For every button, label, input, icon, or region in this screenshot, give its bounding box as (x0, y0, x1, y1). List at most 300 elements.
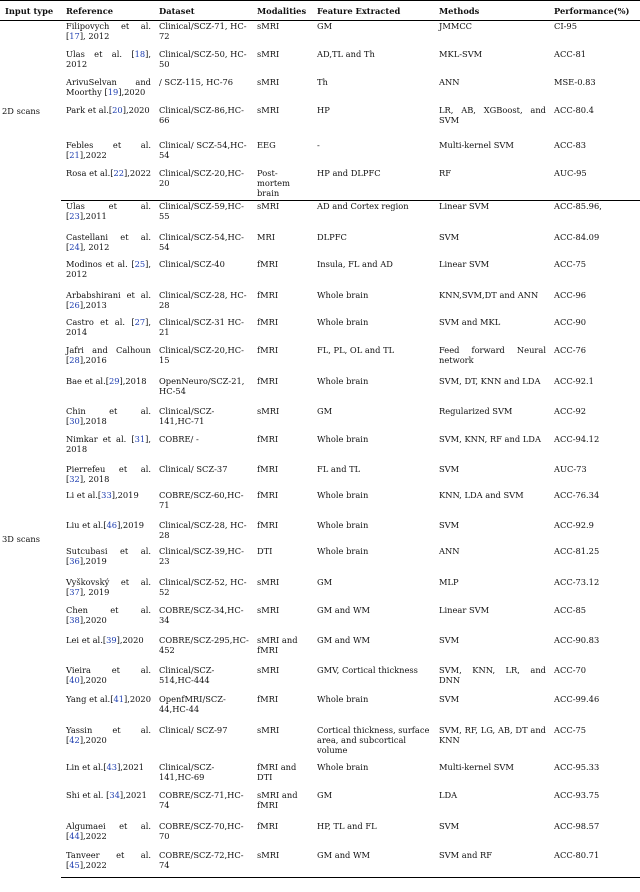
citation-link[interactable]: 21 (69, 149, 80, 160)
modality-cell: sMRI (257, 48, 280, 59)
feature-cell: Whole brain (317, 489, 369, 500)
table-row (0, 694, 640, 725)
reference-cell (61, 665, 154, 694)
table-row (0, 77, 640, 105)
method-cell: SVM, DT, KNN and LDA (439, 375, 541, 386)
citation-link[interactable]: 37 (69, 586, 80, 597)
method-cell: MKL-SVM (439, 48, 483, 59)
table-row (0, 605, 640, 635)
modality-cell: MRI (257, 231, 276, 242)
dataset-cell: Clinical/ SCZ-54,HC-54 (159, 139, 247, 160)
table-row (0, 168, 640, 201)
feature-cell: HP and DLPFC (312, 168, 434, 201)
feature-cell: GM (317, 789, 333, 800)
feature-cell: - (317, 139, 320, 150)
table-row (0, 317, 640, 345)
reference-author: Nimkar et al. [ (66, 433, 135, 444)
method-cell: Linear SVM (439, 258, 490, 269)
modality-cell: fMRI (257, 463, 279, 474)
table-row (0, 376, 640, 406)
reference-cell (61, 850, 154, 878)
modality-cell: fMRI (257, 693, 279, 704)
dataset-cell: OpenfMRI/SCZ-44,HC-44 (159, 693, 226, 714)
table-row (0, 850, 640, 878)
performance-cell: AUC-73 (554, 463, 587, 474)
performance-cell: ACC-99.46 (554, 693, 600, 704)
performance-cell: ACC-76.34 (554, 489, 600, 500)
citation-link[interactable]: 45 (69, 859, 80, 870)
performance-cell: AUC-95 (549, 168, 640, 201)
reference-year: ], 2012 (66, 48, 151, 69)
performance-cell: ACC-95.33 (554, 761, 600, 772)
reference-cell (61, 790, 154, 821)
reference-cell (61, 317, 154, 345)
citation-link[interactable]: 31 (134, 433, 146, 444)
modality-cell: sMRI (252, 850, 312, 878)
modality-cell: fMRI and DTI (257, 761, 297, 782)
reference-year: ],2022 (79, 859, 107, 870)
performance-cell: ACC-85.96, (554, 201, 602, 211)
method-cell: MLP (439, 576, 459, 587)
reference-cell (61, 434, 154, 464)
method-cell: RF (434, 168, 549, 201)
modality-cell: sMRI and fMRI (257, 789, 298, 810)
dataset-cell: COBRE/SCZ-72,HC-74 (154, 850, 252, 878)
feature-cell: Whole brain (317, 693, 369, 704)
input-type-cell: 3D scans (2, 534, 41, 544)
dataset-cell: Clinical/SCZ-52, HC-52 (159, 576, 247, 597)
modality-cell: sMRI (257, 104, 280, 115)
reference-year: ], 2012 (66, 258, 151, 279)
performance-cell: ACC-84.09 (554, 231, 600, 242)
dataset-cell: Clinical/SCZ-28, HC-28 (159, 289, 247, 310)
performance-cell: ACC-80.4 (554, 104, 594, 115)
method-cell: Linear SVM (439, 604, 490, 615)
dataset-cell: Clinical/ SCZ-97 (159, 724, 228, 735)
table-row (0, 635, 640, 665)
feature-cell: GM (317, 21, 333, 31)
method-cell: SVM (439, 693, 460, 704)
citation-link[interactable]: 36 (69, 555, 80, 566)
feature-cell: GM and WM (312, 850, 434, 878)
table-row (0, 725, 640, 762)
modality-cell: sMRI and fMRI (257, 634, 298, 655)
dataset-cell: COBRE/SCZ-34,HC-34 (159, 604, 244, 625)
citation-link[interactable]: 44 (69, 830, 80, 841)
reference-author: Castro et al. [ (66, 316, 135, 327)
table-row (0, 434, 640, 464)
reference-author: Ulas et al. [ (66, 48, 135, 59)
reference-cell (61, 168, 154, 201)
reference-year: ],2020 (79, 614, 107, 625)
table-row (0, 665, 640, 694)
reference-cell (61, 77, 154, 105)
dataset-cell: Clinical/SCZ-86,HC-66 (159, 104, 244, 125)
feature-cell: AD and Cortex region (317, 201, 409, 211)
citation-link[interactable]: 29 (108, 375, 120, 386)
performance-cell: ACC-93.75 (554, 789, 600, 800)
method-cell: JMMCC (439, 21, 473, 31)
method-cell: SVM (439, 634, 460, 645)
method-cell: SVM (439, 820, 460, 831)
feature-cell: Whole brain (317, 316, 369, 327)
reference-year: ],2013 (79, 299, 107, 310)
feature-cell: GM (317, 576, 333, 587)
modality-cell: fMRI (257, 289, 279, 300)
method-cell: SVM and RF (434, 850, 549, 878)
feature-cell: GM (317, 405, 333, 416)
performance-cell: ACC-81.25 (554, 545, 600, 556)
method-cell: SVM (439, 519, 460, 530)
reference-cell (61, 464, 154, 490)
feature-cell: Whole brain (317, 289, 369, 300)
reference-year: ],2011 (79, 211, 107, 221)
table-row (0, 21, 640, 49)
method-cell: SVM, RF, LG, AB, DT and KNN (439, 724, 546, 745)
feature-cell: HP, TL and FL (317, 820, 377, 831)
header-methods: Methods (434, 1, 549, 21)
reference-author: Febles et al.[ (66, 139, 151, 160)
reference-cell (61, 259, 154, 290)
reference-cell (61, 821, 154, 850)
reference-cell (61, 201, 154, 232)
reference-cell (61, 635, 154, 665)
method-cell: KNN, LDA and SVM (439, 489, 524, 500)
reference-author: Bae et al.[ (66, 375, 109, 386)
reference-year: ],2021 (119, 789, 147, 800)
dataset-cell: COBRE/SCZ-295,HC-452 (159, 634, 249, 655)
dataset-cell: Clinical/SCZ-59,HC-55 (159, 201, 244, 221)
citation-link[interactable]: 30 (69, 415, 80, 426)
reference-year: ], 2019 (79, 586, 110, 597)
reference-year: ], 2012 (79, 31, 110, 41)
method-cell: Regularized SVM (439, 405, 513, 416)
performance-cell: ACC-90.83 (554, 634, 600, 645)
reference-year: ],2020 (79, 734, 107, 745)
reference-year: ],2021 (117, 761, 145, 772)
reference-year: ],2020 (122, 104, 150, 115)
reference-author: Tanveer et al.[ (66, 849, 151, 870)
dataset-cell: Clinical/SCZ-40 (159, 258, 225, 269)
reference-year: ],2020 (116, 634, 144, 645)
modality-cell: DTI (257, 545, 273, 556)
reference-cell (61, 694, 154, 725)
dataset-cell: Clinical/SCZ-141,HC-71 (159, 405, 215, 426)
citation-link[interactable]: 28 (69, 354, 80, 365)
method-cell: SVM and MKL (439, 316, 501, 327)
performance-cell: ACC-70 (554, 664, 587, 675)
dataset-cell: OpenNeuro/SCZ-21, HC-54 (159, 375, 245, 396)
modality-cell: Post-mortem brain (252, 168, 312, 201)
feature-cell: HP (317, 104, 330, 115)
feature-cell: Whole brain (317, 433, 369, 444)
citation-link[interactable]: 32 (69, 473, 80, 484)
table-row (0, 790, 640, 821)
method-cell: LDA (439, 789, 458, 800)
reference-year: ],2019 (117, 519, 145, 530)
reference-cell (61, 762, 154, 790)
reference-author: Sutcubasi et al.[ (66, 545, 151, 566)
feature-cell: AD,TL and Th (317, 48, 375, 59)
modality-cell: fMRI (257, 519, 279, 530)
reference-author: Castellani et al. [ (66, 231, 151, 252)
dataset-cell: COBRE/SCZ-70,HC-70 (159, 820, 244, 841)
performance-cell: ACC-81 (554, 48, 587, 59)
performance-cell: ACC-90 (554, 316, 587, 327)
table-body (0, 21, 640, 878)
modality-cell: fMRI (257, 316, 279, 327)
method-cell: Multi-kernel SVM (439, 761, 514, 772)
modality-cell: sMRI (257, 201, 280, 211)
reference-cell (61, 520, 154, 546)
citation-link[interactable]: 25 (134, 258, 146, 269)
reference-cell (61, 290, 154, 317)
method-cell: LR, AB, XGBoost, and SVM (439, 104, 546, 125)
reference-year: ],2020 (118, 86, 146, 97)
performance-cell: ACC-96 (554, 289, 587, 300)
reference-author: Liu et al.[ (66, 519, 107, 530)
reference-author: Lin et al.[ (66, 761, 107, 772)
performance-cell: ACC-75 (554, 258, 587, 269)
reference-author: Pierrefeu et al. [ (66, 463, 151, 484)
reference-author: Vyškovský et al. [ (66, 576, 151, 597)
table-row (0, 290, 640, 317)
header-feature-extracted: Feature Extracted (312, 1, 434, 21)
dataset-cell: COBRE/SCZ-71,HC-74 (159, 789, 244, 810)
citation-link[interactable]: 20 (112, 104, 123, 115)
modality-cell: sMRI (257, 664, 280, 675)
reference-year: ],2020 (124, 693, 151, 704)
table-row (0, 259, 640, 290)
input-type-cell: 2D scans (2, 105, 41, 116)
table-row (0, 49, 640, 77)
table-row (0, 520, 640, 546)
table-row (0, 140, 640, 168)
method-cell: SVM (439, 463, 460, 474)
dataset-cell: Clinical/SCZ-514,HC-444 (159, 664, 215, 685)
citation-link[interactable]: 38 (69, 614, 80, 625)
reference-year: ],2019 (79, 555, 107, 566)
feature-cell: Whole brain (317, 375, 369, 386)
reference-cell (61, 605, 154, 635)
citation-link[interactable]: 26 (69, 299, 80, 310)
dataset-cell: Clinical/SCZ-28, HC-28 (159, 519, 247, 540)
reference-author: Arbabshirani et al. [ (66, 289, 151, 310)
header-input-type: Input type (0, 1, 61, 21)
performance-cell: ACC-73.12 (554, 576, 600, 587)
feature-cell: Whole brain (317, 519, 369, 530)
modality-cell: EEG (257, 139, 276, 150)
table-row (0, 406, 640, 434)
citation-link[interactable]: 46 (106, 519, 118, 530)
modality-cell: sMRI (257, 405, 280, 416)
dataset-cell: Clinical/SCZ-141,HC-69 (159, 761, 215, 782)
citation-link[interactable]: 42 (69, 734, 80, 745)
modality-cell: fMRI (257, 433, 279, 444)
dataset-cell: COBRE/ - (159, 433, 199, 444)
table-row (0, 464, 640, 490)
feature-cell: Cortical thickness, surface area, and subcortical volume (317, 724, 430, 755)
table-row (0, 762, 640, 790)
performance-cell: MSE-0.83 (554, 76, 596, 87)
modality-cell: fMRI (257, 820, 279, 831)
header-modalities: Modalities (252, 1, 312, 21)
citation-link[interactable]: 19 (107, 86, 119, 97)
feature-cell: Insula, FL and AD (317, 258, 393, 269)
citation-link[interactable]: 27 (134, 316, 146, 327)
reference-cell (61, 406, 154, 434)
reference-year: ],2020 (79, 674, 107, 685)
reference-author: Ulas et al. [ (66, 201, 151, 221)
table-row (0, 821, 640, 850)
reference-year: ], 2012 (79, 241, 110, 252)
reference-year: ], 2014 (66, 316, 151, 337)
reference-author: Modinos et al. [ (66, 258, 135, 269)
reference-author: Shi et al. [ (66, 789, 110, 800)
method-cell: SVM, KNN, RF and LDA (439, 433, 541, 444)
reference-author: Filipovych et al.[ (66, 21, 151, 41)
dataset-cell: Clinical/SCZ-39,HC-23 (159, 545, 244, 566)
method-cell: SVM, KNN, LR, and DNN (439, 664, 546, 685)
method-cell: Multi-kernel SVM (439, 139, 514, 150)
performance-cell: ACC-98.57 (554, 820, 600, 831)
header-dataset: Dataset (154, 1, 252, 21)
feature-cell: DLPFC (317, 231, 347, 242)
reference-author: Chin et al. [ (66, 405, 151, 426)
reference-author: ArivuSelvan and Moorthy [ (66, 76, 151, 97)
reference-author: Yassin et al.[ (66, 724, 151, 745)
reference-year: ],2022 (79, 830, 107, 841)
citation-link[interactable]: 39 (106, 634, 117, 645)
reference-cell (61, 345, 154, 376)
reference-cell (61, 376, 154, 406)
dataset-cell: Clinical/SCZ-31 HC-21 (159, 316, 244, 337)
modality-cell: sMRI (257, 76, 280, 87)
method-cell: ANN (439, 76, 460, 87)
reference-year: ],2022 (79, 149, 107, 160)
dataset-cell: / SCZ-115, HC-76 (159, 76, 234, 87)
reference-author: Lei et al.[ (66, 634, 107, 645)
table-row (0, 546, 640, 577)
feature-cell: GMV, Cortical thickness (317, 664, 418, 675)
performance-cell: ACC-92.9 (554, 519, 594, 530)
reference-author: Li et al.[ (66, 489, 102, 500)
reference-author: Vieira et al. [ (66, 664, 151, 685)
table-row (0, 345, 640, 376)
reference-year: ],2019 (111, 489, 139, 500)
reference-year: ],2018 (79, 415, 107, 426)
reference-author: Park et al.[ (66, 104, 113, 115)
performance-cell: ACC-94.12 (554, 433, 600, 444)
dataset-cell: Clinical/SCZ-71, HC-72 (159, 21, 247, 41)
feature-cell: Whole brain (317, 761, 369, 772)
feature-cell: GM and WM (317, 604, 371, 615)
modality-cell: sMRI (257, 724, 280, 735)
reference-year: ],2022 (124, 167, 152, 178)
performance-cell: ACC-76 (554, 344, 587, 355)
modality-cell: sMRI (257, 604, 280, 615)
dataset-cell: Clinical/SCZ-50, HC-50 (159, 48, 247, 69)
performance-cell: ACC-85 (554, 604, 587, 615)
method-cell: Feed forward Neural network (439, 344, 546, 365)
citation-link[interactable]: 24 (69, 241, 80, 252)
citation-link[interactable]: 40 (69, 674, 80, 685)
modality-cell: fMRI (257, 489, 279, 500)
citation-link[interactable]: 43 (106, 761, 118, 772)
feature-cell: Th (317, 76, 328, 87)
performance-cell: ACC-92.1 (554, 375, 594, 386)
reference-author: Rosa et al.[ (66, 167, 114, 178)
modality-cell: fMRI (257, 344, 279, 355)
performance-cell: ACC-75 (554, 724, 587, 735)
reference-year: ],2016 (79, 354, 107, 365)
performance-cell: ACC-80.71 (549, 850, 640, 878)
table-row (0, 577, 640, 605)
dataset-cell: Clinical/SCZ-20,HC-20 (154, 168, 252, 201)
citation-link[interactable]: 33 (101, 489, 112, 500)
reference-author: Algumaei et al.[ (66, 820, 151, 841)
citation-link[interactable]: 18 (134, 48, 146, 59)
dataset-cell: COBRE/SCZ-60,HC-71 (159, 489, 244, 510)
feature-cell: FL, PL, OL and TL (317, 344, 395, 355)
performance-cell: ACC-92 (554, 405, 587, 416)
dataset-cell: Clinical/ SCZ-37 (159, 463, 228, 474)
method-cell: SVM (439, 231, 460, 242)
reference-cell (61, 546, 154, 577)
performance-cell: CI-95 (554, 21, 577, 31)
table-row (0, 201, 640, 232)
table-row (0, 232, 640, 259)
reference-year: ], 2018 (79, 473, 110, 484)
reference-cell (61, 21, 154, 49)
citation-link[interactable]: 23 (69, 211, 80, 221)
citation-link[interactable]: 41 (113, 693, 124, 704)
modality-cell: sMRI (257, 576, 280, 587)
header-performance: Performance(%) (549, 1, 640, 21)
modality-cell: sMRI (257, 21, 280, 31)
reference-cell (61, 49, 154, 77)
method-cell: ANN (439, 545, 460, 556)
reference-year: ], 2018 (66, 433, 151, 454)
feature-cell: Whole brain (317, 545, 369, 556)
table-row (0, 105, 640, 140)
reference-year: ],2018 (119, 375, 147, 386)
dataset-cell: Clinical/SCZ-54,HC-54 (159, 231, 244, 252)
citation-link[interactable]: 22 (113, 167, 125, 178)
method-cell: KNN,SVM,DT and ANN (439, 289, 539, 300)
performance-cell: ACC-83 (554, 139, 587, 150)
feature-cell: FL and TL (317, 463, 361, 474)
header-row (0, 1, 640, 21)
reference-author: Yang et al.[ (66, 693, 114, 704)
reference-cell (61, 140, 154, 168)
modality-cell: fMRI (257, 375, 279, 386)
method-cell: Linear SVM (439, 201, 490, 211)
reference-cell (61, 232, 154, 259)
citation-link[interactable]: 17 (69, 31, 80, 41)
dataset-cell: Clinical/SCZ-20,HC-15 (159, 344, 244, 365)
reference-author: Chen et al.[ (66, 604, 151, 625)
reference-author: Jafri and Calhoun [ (66, 344, 151, 365)
feature-cell: GM and WM (317, 634, 371, 645)
reference-cell (61, 105, 154, 140)
reference-cell (61, 490, 154, 520)
table-header (0, 1, 640, 21)
reference-cell (61, 577, 154, 605)
table-row (0, 490, 640, 520)
reference-cell (61, 725, 154, 762)
citation-link[interactable]: 34 (109, 789, 120, 800)
